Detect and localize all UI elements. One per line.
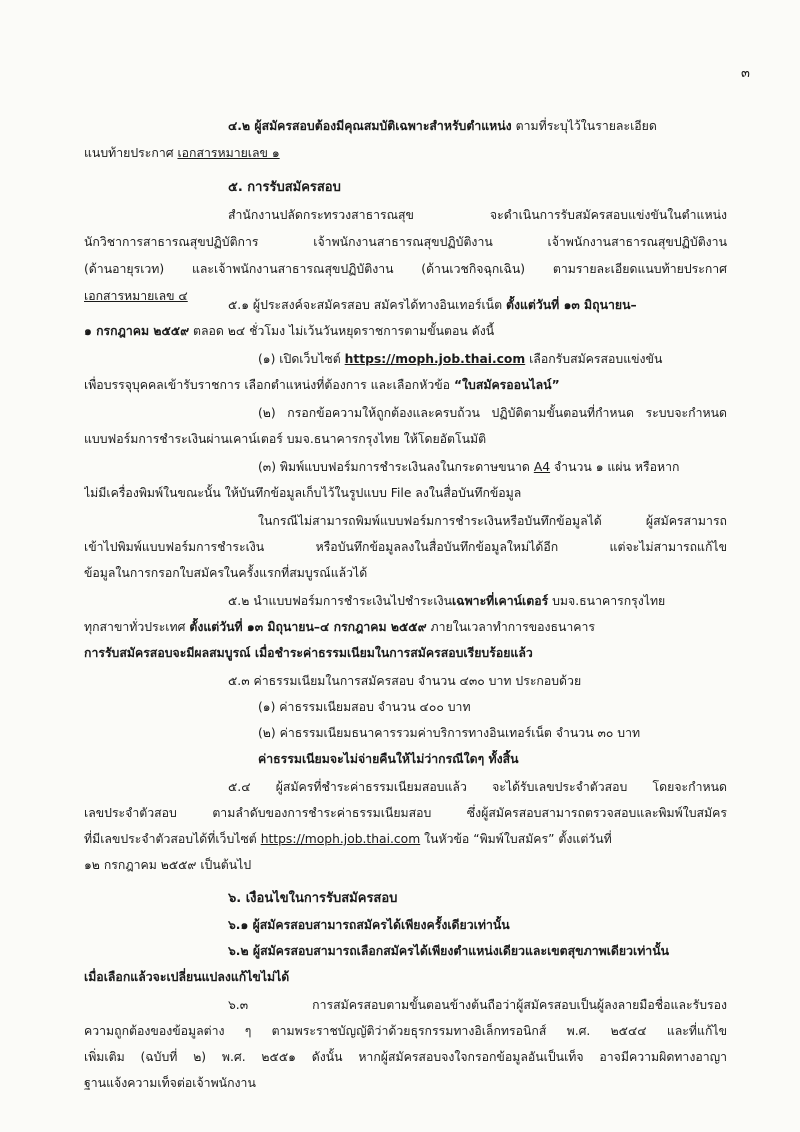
note-line-3: ข้อมูลในการกรอกใบสมัครในครั้งแรกที่สมบูรณ์แล้วได้: [84, 566, 368, 580]
section-6-2-line-2: เมื่อเลือกแล้วจะเปลี่ยนแปลงแก้ไขไม่ได้: [84, 970, 290, 984]
section-4-2-line-2: แนบท้ายประกาศ เอกสารหมายเลข ๑: [84, 146, 280, 160]
note-line-1: ในกรณีไม่สามารถพิมพ์แบบฟอร์มการชำระเงินหรือบันทึกข้อมูลได้ ผู้สมัครสามารถ: [258, 514, 727, 528]
section-5-4-line-3: ที่มีเลขประจำตัวสอบได้ที่เว็บไซต์ https://moph.job.thai.com ในหัวข้อ “พิมพ์ใบสมัคร” ตั้งแต่วันที่: [84, 832, 612, 846]
section-4-2-line-1: ๔.๒ ผู้สมัครสอบต้องมีคุณสมบัติเฉพาะสำหรับตำแหน่ง ตามที่ระบุไว้ในรายละเอียด: [228, 119, 657, 133]
section-6-3-line-2: ความถูกต้องของข้อมูลต่าง ๆ ตามพระราชบัญญัติว่าด้วยธุรกรรมทางอิเล็กทรอนิกส์ พ.ศ. ๒๕๔๔ และที่แก้ไข: [84, 1024, 727, 1038]
annex-link-4[interactable]: เอกสารหมายเลข ๔: [84, 289, 188, 303]
fee-item-1: (๑) ค่าธรรมเนียมสอบ จำนวน ๔๐๐ บาท: [258, 700, 471, 714]
step-3-line-1: (๓) พิมพ์แบบฟอร์มการชำระเงินลงในกระดาษขนาด A4 จำนวน ๑ แผ่น หรือหาก: [258, 460, 680, 474]
section-6-3-line-4: ฐานแจ้งความเท็จต่อเจ้าพนักงาน: [84, 1076, 256, 1090]
section-6-3-line-1: ๖.๓ การสมัครสอบตามขั้นตอนข้างต้นถือว่าผู้สมัครสอบเป็นผู้ลงลายมือชื่อและรับรอง: [228, 998, 727, 1012]
step-1-line-1: (๑) เปิดเว็บไซต์ https://moph.job.thai.com เลือกรับสมัครสอบแข่งขัน: [258, 352, 663, 366]
page-number: ๓: [741, 66, 750, 81]
section-5-2-line-2: ทุกสาขาทั่วประเทศ ตั้งแต่วันที่ ๑๓ มิถุนายน–๔ กรกฎาคม ๒๕๕๙ ภายในเวลาทำการของธนาคาร: [84, 620, 596, 634]
section-5-intro-line-3: (ด้านอายุรเวท) และเจ้าพนักงานสาธารณสุขปฏิบัติงาน (ด้านเวชกิจฉุกเฉิน) ตามรายละเอียดแนบท้ายประกาศ: [84, 262, 727, 276]
section-5-1-line-2: ๑ กรกฎาคม ๒๕๕๙ ตลอด ๒๔ ชั่วโมง ไม่เว้นวันหยุดราชการตามขั้นตอน ดังนี้: [84, 324, 495, 338]
section-6-2-line-1: ๖.๒ ผู้สมัครสอบสามารถเลือกสมัครได้เพียงตำแหน่งเดียวและเขตสุขภาพเดียวเท่านั้น: [228, 944, 670, 958]
section-5-3-line-1: ๕.๓ ค่าธรรมเนียมในการสมัครสอบ จำนวน ๔๓๐ บาท ประกอบด้วย: [228, 674, 582, 688]
fee-item-2: (๒) ค่าธรรมเนียมธนาคารรวมค่าบริการทางอินเทอร์เน็ต จำนวน ๓๐ บาท: [258, 726, 641, 740]
section-5-2-line-1: ๕.๒ นำแบบฟอร์มการชำระเงินไปชำระเงินเฉพาะที่เคาน์เตอร์ บมจ.ธนาคารกรุงไทย: [228, 594, 666, 608]
step-3-line-2: ไม่มีเครื่องพิมพ์ในขณะนั้น ให้บันทึกข้อมูลเก็บไว้ในรูปแบบ File ลงในสื่อบันทึกข้อมูล: [84, 486, 522, 500]
section-6-1: ๖.๑ ผู้สมัครสอบสามารถสมัครได้เพียงครั้งเดียวเท่านั้น: [228, 918, 510, 932]
section-5-intro-line-2: นักวิชาการสาธารณสุขปฏิบัติการ เจ้าพนักงานสาธารณสุขปฏิบัติงาน เจ้าพนักงานสาธารณสุขปฏิบัติงาน: [84, 235, 727, 249]
step-1-line-2: เพื่อบรรจุบุคคลเข้ารับราชการ เลือกตำแหน่งที่ต้องการ และเลือกหัวข้อ “ใบสมัครออนไลน์”: [84, 378, 560, 392]
fee-nonrefundable-note: ค่าธรรมเนียมจะไม่จ่ายคืนให้ไม่ว่ากรณีใดๆ ทั้งสิ้น: [258, 752, 519, 766]
section-5-2-line-3: การรับสมัครสอบจะมีผลสมบูรณ์ เมื่อชำระค่าธรรมเนียมในการสมัครสอบเรียบร้อยแล้ว: [84, 646, 533, 660]
section-6-heading: ๖. เงื่อนไขในการรับสมัครสอบ: [228, 891, 398, 906]
website-link[interactable]: https://moph.job.thai.com: [344, 352, 526, 366]
section-6-3-line-3: เพิ่มเติม (ฉบับที่ ๒) พ.ศ. ๒๕๕๑ ดังนั้น หากผู้สมัครสอบจงใจกรอกข้อมูลอันเป็นเท็จ อาจมีความผิดทางอาญา: [84, 1050, 727, 1064]
section-5-1-line-1: ๕.๑ ผู้ประสงค์จะสมัครสอบ สมัครได้ทางอินเทอร์เน็ต ตั้งแต่วันที่ ๑๓ มิถุนายน–: [228, 298, 637, 312]
section-5-4-line-2: เลขประจำตัวสอบ ตามลำดับของการชำระค่าธรรมเนียมสอบ ซึ่งผู้สมัครสอบสามารถตรวจสอบและพิมพ์ใบสมัคร: [84, 806, 727, 820]
section-5-4-line-4: ๑๒ กรกฎาคม ๒๕๕๙ เป็นต้นไป: [84, 858, 252, 872]
section-5-heading: ๕. การรับสมัครสอบ: [228, 180, 341, 195]
note-line-2: เข้าไปพิมพ์แบบฟอร์มการชำระเงิน หรือบันทึกข้อมูลลงในสื่อบันทึกข้อมูลใหม่ได้อีก แต่จะไม่สามารถแก้ไข: [84, 540, 727, 554]
section-5-intro-line-1: สำนักงานปลัดกระทรวงสาธารณสุข จะดำเนินการรับสมัครสอบแข่งขันในตำแหน่ง: [228, 208, 727, 222]
website-link-2[interactable]: https://moph.job.thai.com: [260, 832, 421, 846]
section-5-4-line-1: ๕.๔ ผู้สมัครที่ชำระค่าธรรมเนียมสอบแล้ว จะได้รับเลขประจำตัวสอบ โดยจะกำหนด: [228, 780, 727, 794]
step-2-line-2: แบบฟอร์มการชำระเงินผ่านเคาน์เตอร์ บมจ.ธนาคารกรุงไทย ให้โดยอัตโนมัติ: [84, 432, 487, 446]
step-2-line-1: (๒) กรอกข้อความให้ถูกต้องและครบถ้วน ปฏิบัติตามขั้นตอนที่กำหนด ระบบจะกำหนด: [258, 406, 727, 420]
annex-link-1[interactable]: เอกสารหมายเลข ๑: [177, 146, 280, 160]
